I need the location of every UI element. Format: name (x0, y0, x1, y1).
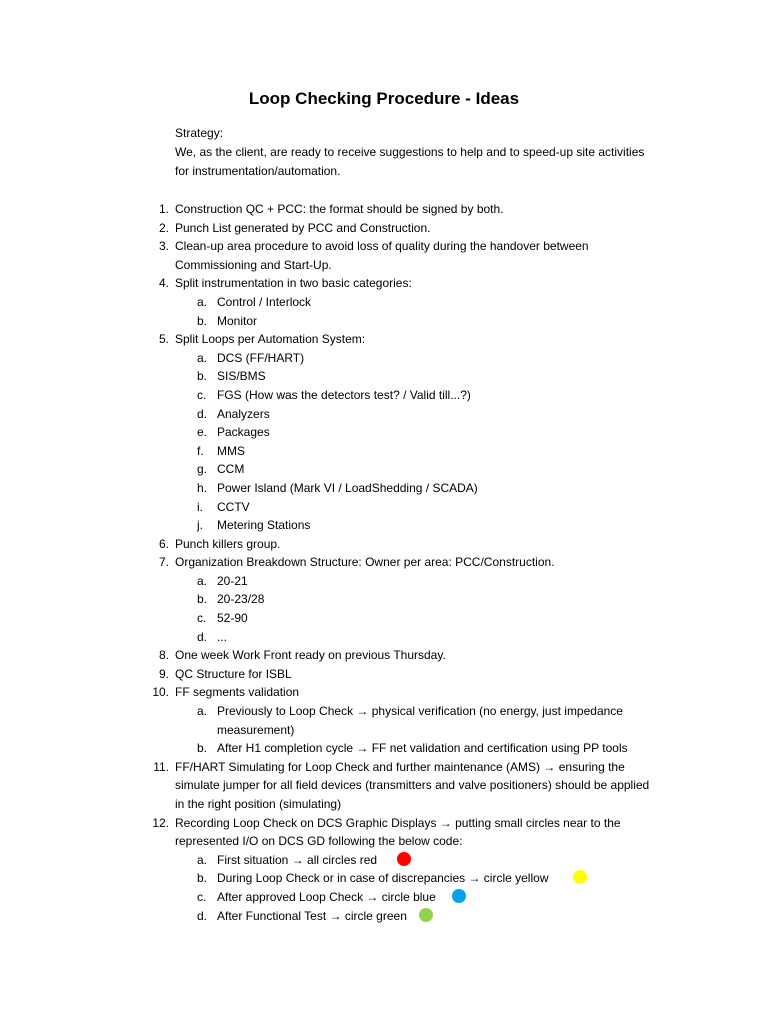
status-circle-icon (573, 870, 587, 884)
list-item (150, 535, 650, 554)
sub-list-item-text: Power Island (Mark VI / LoadShedding / SCADA) (217, 480, 478, 495)
list-item (150, 274, 650, 293)
sub-list-item-letter: j. (197, 518, 203, 533)
sub-list-item-text: CCM (217, 462, 245, 477)
list-item-number: 8. (158, 648, 169, 663)
sub-list-item-letter: a. (197, 852, 208, 867)
sub-list-item-letter: f. (197, 443, 204, 458)
sub-list-item (150, 516, 650, 535)
sub-list-item-text: Control / Interlock (217, 294, 312, 309)
strategy-text: We, as the client, are ready to receive suggestions to help and to speed-up site activities for instrumentation/automation. (175, 145, 645, 178)
list-item-number: 5. (158, 332, 169, 347)
sub-list-item-letter: c. (197, 889, 207, 904)
sub-list-item (150, 907, 650, 926)
list-item-number: 2. (158, 220, 169, 235)
list-item (150, 665, 650, 684)
sub-list-item-text: Monitor (217, 313, 258, 328)
list-item-number: 12. (152, 815, 169, 830)
sub-list-item-letter: h. (197, 480, 208, 495)
sub-list-item-text: After H1 completion cycle → FF net validation and certification using PP tools (217, 741, 628, 756)
sub-list-item-text: ... (217, 629, 228, 644)
sub-list-item-text: First situation → all circles red (217, 852, 378, 867)
sub-list-item-letter: c. (197, 387, 207, 402)
list-item (150, 758, 650, 814)
sub-list-item (150, 442, 650, 461)
sub-list-item (150, 609, 650, 628)
sub-list-item-letter: b. (197, 369, 208, 384)
list-item-text: Organization Breakdown Structure: Owner per area: PCC/Construction. (175, 555, 555, 570)
sub-list-item-text: 20-21 (217, 573, 248, 588)
strategy-label: Strategy: (175, 126, 224, 140)
list-item (150, 330, 650, 349)
sub-list-item (150, 498, 650, 517)
sub-list-item-letter: a. (197, 573, 208, 588)
list-item-text: Split instrumentation in two basic categories: (175, 276, 412, 291)
list-item-number: 3. (158, 239, 169, 254)
sub-list-item-text: FGS (How was the detectors test? / Valid till...?) (217, 387, 471, 402)
sub-list-item (150, 312, 650, 331)
sub-list-item-text: 52-90 (217, 611, 248, 626)
status-circle-icon (397, 852, 411, 866)
list-item (150, 219, 650, 238)
sub-list-item (150, 460, 650, 479)
sub-list-item-text: Analyzers (217, 406, 270, 421)
sub-list-item (150, 851, 650, 870)
sub-list-item (150, 349, 650, 368)
sub-list-item (150, 293, 650, 312)
sub-list-item-text: 20-23/28 (217, 592, 265, 607)
sub-list-item-letter: a. (197, 704, 208, 719)
list-item-text: FF/HART Simulating for Loop Check and further maintenance (AMS) → ensuring the simulate jumper for all field devices (transmitters and valve positioners) should be applied in the right position (simulating) (175, 759, 650, 811)
sub-list-item-text: CCTV (217, 499, 250, 514)
strategy-block (175, 124, 645, 181)
sub-list-item-letter: a. (197, 294, 208, 309)
list-item-text: Recording Loop Check on DCS Graphic Displays → putting small circles near to the represented I/O on DCS GD following the below code: (175, 815, 621, 849)
sub-list-item-letter: c. (197, 611, 207, 626)
sub-list-item (150, 572, 650, 591)
list-item-text: QC Structure for ISBL (175, 666, 292, 681)
list-item-text: Punch List generated by PCC and Construction. (175, 220, 431, 235)
status-circle-icon (452, 889, 466, 903)
sub-list-item-text: Metering Stations (217, 518, 311, 533)
list-item-number: 11. (153, 759, 169, 774)
sub-list-item-letter: b. (197, 741, 208, 756)
sub-list-item (150, 405, 650, 424)
sub-list-item-text: After approved Loop Check → circle blue (217, 889, 436, 904)
list-item (150, 646, 650, 665)
list-item-number: 1. (158, 202, 169, 216)
list-item-number: 7. (158, 555, 169, 570)
list-item-number: 6. (158, 536, 169, 551)
list-item-text: Split Loops per Automation System: (175, 332, 366, 347)
status-circle-icon (419, 908, 433, 922)
sub-list-item-letter: b. (197, 313, 208, 328)
sub-list-item-letter: b. (197, 592, 208, 607)
sub-list-item-letter: b. (197, 871, 208, 886)
sub-list-item-letter: d. (197, 406, 208, 421)
sub-list-item-text: MMS (217, 443, 245, 458)
page-title: Loop Checking Procedure - Ideas (248, 89, 520, 108)
sub-list-item (150, 869, 650, 888)
sub-list-item-text: DCS (FF/HART) (217, 350, 305, 365)
sub-list-item (150, 888, 650, 907)
sub-list-item-text: Previously to Loop Check → physical verification (no energy, just impedance measurement) (217, 704, 623, 737)
sub-list-item (150, 423, 650, 442)
sub-list-item (150, 702, 650, 739)
list-item-number: 9. (158, 666, 169, 681)
sub-list-item-text: SIS/BMS (217, 369, 266, 384)
list-item (150, 553, 650, 572)
sub-list-item-letter: g. (197, 462, 208, 477)
list-item-text: FF segments validation (175, 685, 300, 700)
sub-list-item (150, 628, 650, 647)
list-item (150, 237, 650, 274)
sub-list-item-letter: i. (197, 499, 203, 514)
list-item-text: Construction QC + PCC: the format should be signed by both. (175, 202, 504, 216)
ideas-list (150, 200, 650, 925)
list-item (150, 200, 650, 219)
sub-list-item-letter: a. (197, 350, 208, 365)
sub-list-item (150, 479, 650, 498)
list-item-number: 10. (152, 685, 169, 700)
sub-list-item-letter: d. (197, 908, 208, 923)
sub-list-item (150, 386, 650, 405)
sub-list-item (150, 590, 650, 609)
sub-list-item-letter: d. (197, 629, 208, 644)
list-item-text: Punch killers group. (175, 536, 281, 551)
sub-list-item (150, 367, 650, 386)
list-item (150, 683, 650, 702)
list-item (150, 814, 650, 851)
list-item-number: 4. (158, 276, 169, 291)
sub-list-item-text: Packages (217, 425, 270, 440)
list-item-text: One week Work Front ready on previous Thursday. (175, 648, 446, 663)
sub-list-item-text: After Functional Test → circle green (217, 908, 407, 923)
sub-list-item-letter: e. (197, 425, 208, 440)
list-item-text: Clean-up area procedure to avoid loss of quality during the handover between Commissioning and Start-Up. (175, 239, 589, 272)
sub-list-item (150, 739, 650, 758)
sub-list-item-text: During Loop Check or in case of discrepancies → circle yellow (217, 871, 549, 886)
